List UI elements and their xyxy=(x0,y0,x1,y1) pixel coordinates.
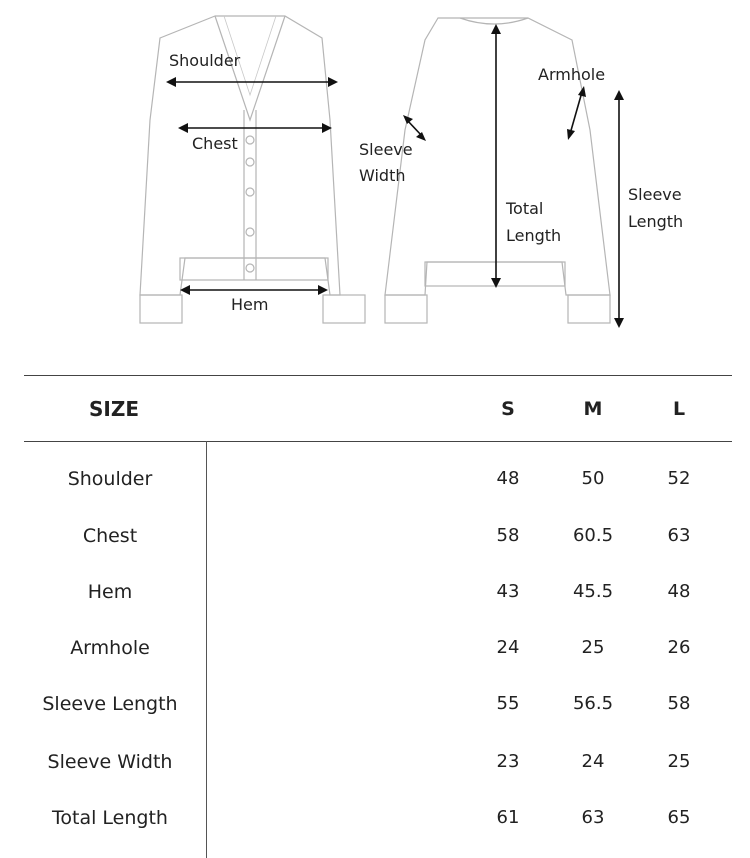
value-s: 43 xyxy=(496,581,520,602)
value-m: 60.5 xyxy=(572,525,614,546)
value-m: 56.5 xyxy=(572,693,614,714)
header-size-s: S xyxy=(501,398,515,420)
label-shoulder: Shoulder xyxy=(169,51,241,70)
garment-measurement-diagram xyxy=(0,0,750,340)
value-m: 24 xyxy=(581,751,605,772)
row-label: Sleeve Length xyxy=(42,693,178,715)
value-l: 58 xyxy=(667,693,691,714)
row-label: Armhole xyxy=(70,637,150,659)
table-row-sleeve-length xyxy=(24,687,732,721)
value-s: 55 xyxy=(496,693,520,714)
table-row-chest xyxy=(24,519,732,553)
shoulder-arrow xyxy=(166,77,338,87)
value-m: 25 xyxy=(581,637,605,658)
table-row-armhole xyxy=(24,631,732,665)
table-header-rule xyxy=(24,441,732,442)
sleeve-width-arrow xyxy=(403,115,426,141)
label-sleeve-width-line2: Width xyxy=(359,166,406,185)
value-m: 50 xyxy=(581,468,605,489)
label-total-length-line1: Total xyxy=(506,199,544,218)
value-s: 61 xyxy=(496,807,520,828)
cardigan-back-sketch xyxy=(385,18,610,323)
table-row-sleeve-width xyxy=(24,745,732,779)
chest-arrow xyxy=(178,123,332,133)
row-label: Chest xyxy=(82,525,138,547)
table-top-rule xyxy=(24,375,732,376)
value-l: 25 xyxy=(667,751,691,772)
value-s: 23 xyxy=(496,751,520,772)
row-label: Sleeve Width xyxy=(47,751,173,773)
table-row-shoulder xyxy=(24,462,732,496)
table-row-total-length xyxy=(24,801,732,835)
size-chart-table xyxy=(24,375,732,858)
header-size-l: L xyxy=(672,398,686,420)
value-s: 24 xyxy=(496,637,520,658)
row-label: Shoulder xyxy=(67,468,153,490)
value-l: 63 xyxy=(667,525,691,546)
value-s: 48 xyxy=(496,468,520,489)
row-label: Total Length xyxy=(52,807,168,829)
hem-arrow xyxy=(180,285,328,295)
label-chest: Chest xyxy=(192,134,238,153)
value-l: 65 xyxy=(667,807,691,828)
label-hem: Hem xyxy=(231,295,269,314)
total-length-arrow xyxy=(491,24,501,288)
value-l: 48 xyxy=(667,581,691,602)
value-m: 45.5 xyxy=(572,581,614,602)
value-l: 52 xyxy=(667,468,691,489)
value-l: 26 xyxy=(667,637,691,658)
armhole-arrow xyxy=(567,86,586,140)
header-size: SIZE xyxy=(88,397,139,421)
header-size-m: M xyxy=(583,398,603,420)
label-sleeve-length-line2: Length xyxy=(628,212,684,231)
table-row-hem xyxy=(24,575,732,609)
label-armhole: Armhole xyxy=(538,65,606,84)
row-label: Hem xyxy=(87,581,133,603)
label-sleeve-width-line1: Sleeve xyxy=(359,140,413,159)
value-s: 58 xyxy=(496,525,520,546)
label-sleeve-length-line1: Sleeve xyxy=(628,185,682,204)
value-m: 63 xyxy=(581,807,605,828)
sleeve-length-arrow xyxy=(614,90,624,328)
label-total-length-line2: Length xyxy=(506,226,562,245)
